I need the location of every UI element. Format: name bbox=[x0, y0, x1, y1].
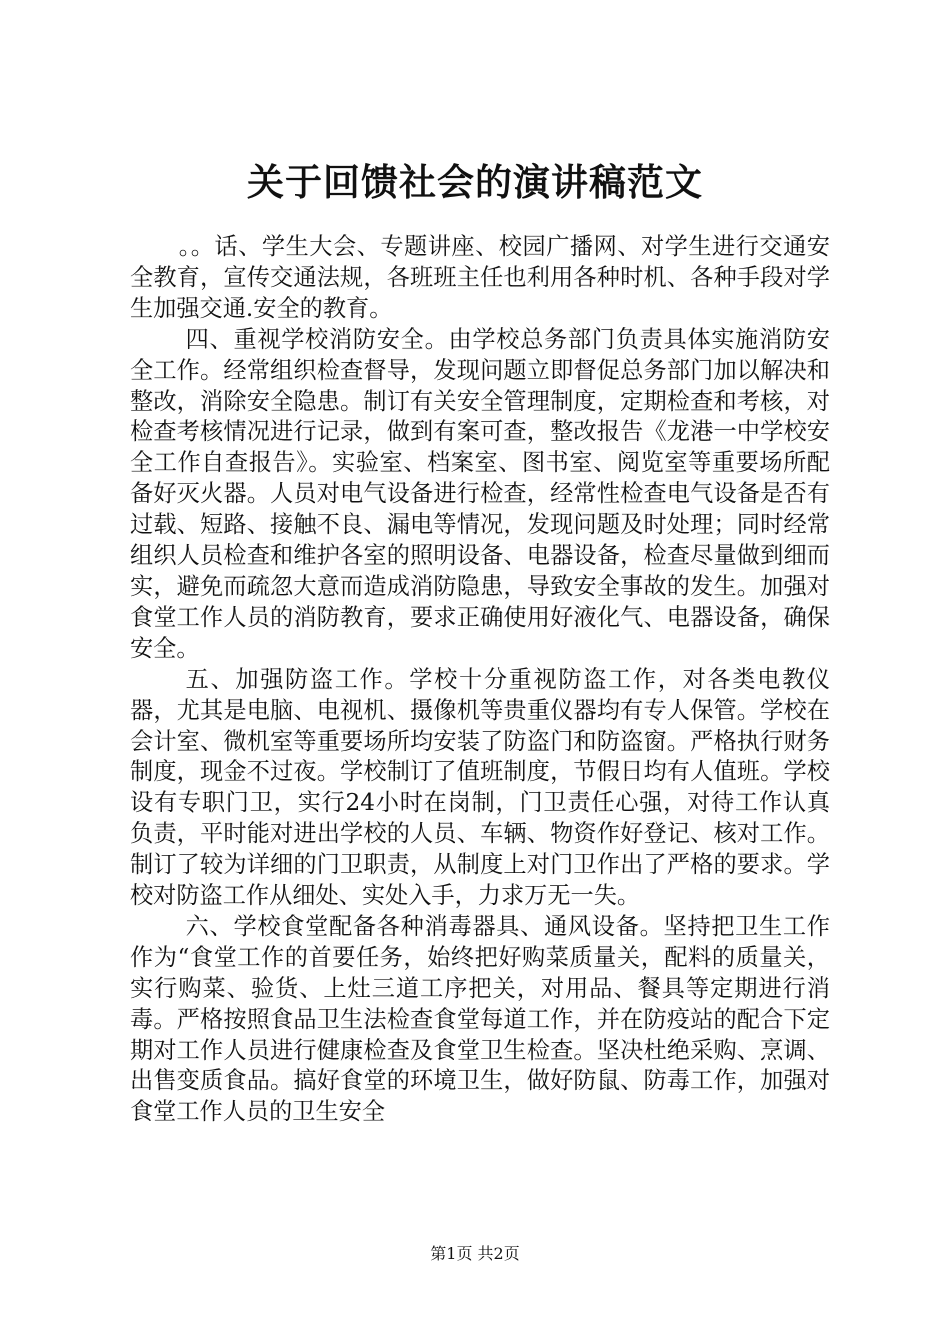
document-body bbox=[130, 232, 830, 1128]
paragraph-2: 四、重视学校消防安全。由学校总务部门负责具体实施消防安全工作。经常组织检查督导，发现问题立即督促总务部门加以解决和整改，消除安全隐患。制订有关安全管理制度，定期检查和考核，对检查考核情况进行记录，做到有案可查，整改报告《龙港一中学校安全工作自查报告》。实验室、档案室、图书室、阅览室等重要场所配备好灭火器。人员对电气设备进行检查，经常性检查电气设备是否有过载、短路、接触不良、漏电等情况，发现问题及时处理；同时经常组织人员检查和维护各室的照明设备、电器设备，检查尽量做到细而实，避免而疏忽大意而造成消防隐患，导致安全事故的发生。加强对食堂工作人员的消防教育，要求正确使用好液化气、电器设备，确保安全。 bbox=[130, 325, 830, 662]
paragraph-4: 六、学校食堂配备各种消毒器具、通风设备。坚持把卫生工作作为“食堂工作的首要任务，始终把好购菜质量关，配料的质量关，实行购菜、验货、上灶三道工序把关，对用品、餐具等定期进行消毒。严格按照食品卫生法检查食堂每道工作，并在防疫站的配合下定期对工作人员进行健康检查及食堂卫生检查。坚决杜绝采购、烹调、出售变质食品。搞好食堂的环境卫生，做好防鼠、防毒工作，加强对食堂工作人员的卫生安全 bbox=[130, 912, 830, 1126]
document-title: 关于回馈社会的演讲稿范文 bbox=[247, 160, 703, 204]
paragraph-3: 五、加强防盗工作。学校十分重视防盗工作，对各类电教仪器，尤其是电脑、电视机、摄像机等贵重仪器均有专人保管。学校在会计室、微机室等重要场所均安装了防盗门和防盗窗。严格执行财务制度，现金不过夜。学校制订了值班制度，节假日均有人值班。学校设有专职门卫，实行24小时在岗制，门卫责任心强，对待工作认真负责，平时能对进出学校的人员、车辆、物资作好登记、核对工作。制订了较为详细的门卫职责，从制度上对门卫作出了严格的要求。学校对防盗工作从细处、实处入手，力求万无一失。 bbox=[130, 665, 830, 910]
paragraph-1: 。。话、学生大会、专题讲座、校园广播网、对学生进行交通安全教育，宣传交通法规，各班班主任也利用各种时机、各种手段对学生加强交通.安全的教育。 bbox=[130, 233, 830, 322]
page-number-footer: 第1页 共2页 bbox=[430, 1244, 520, 1263]
